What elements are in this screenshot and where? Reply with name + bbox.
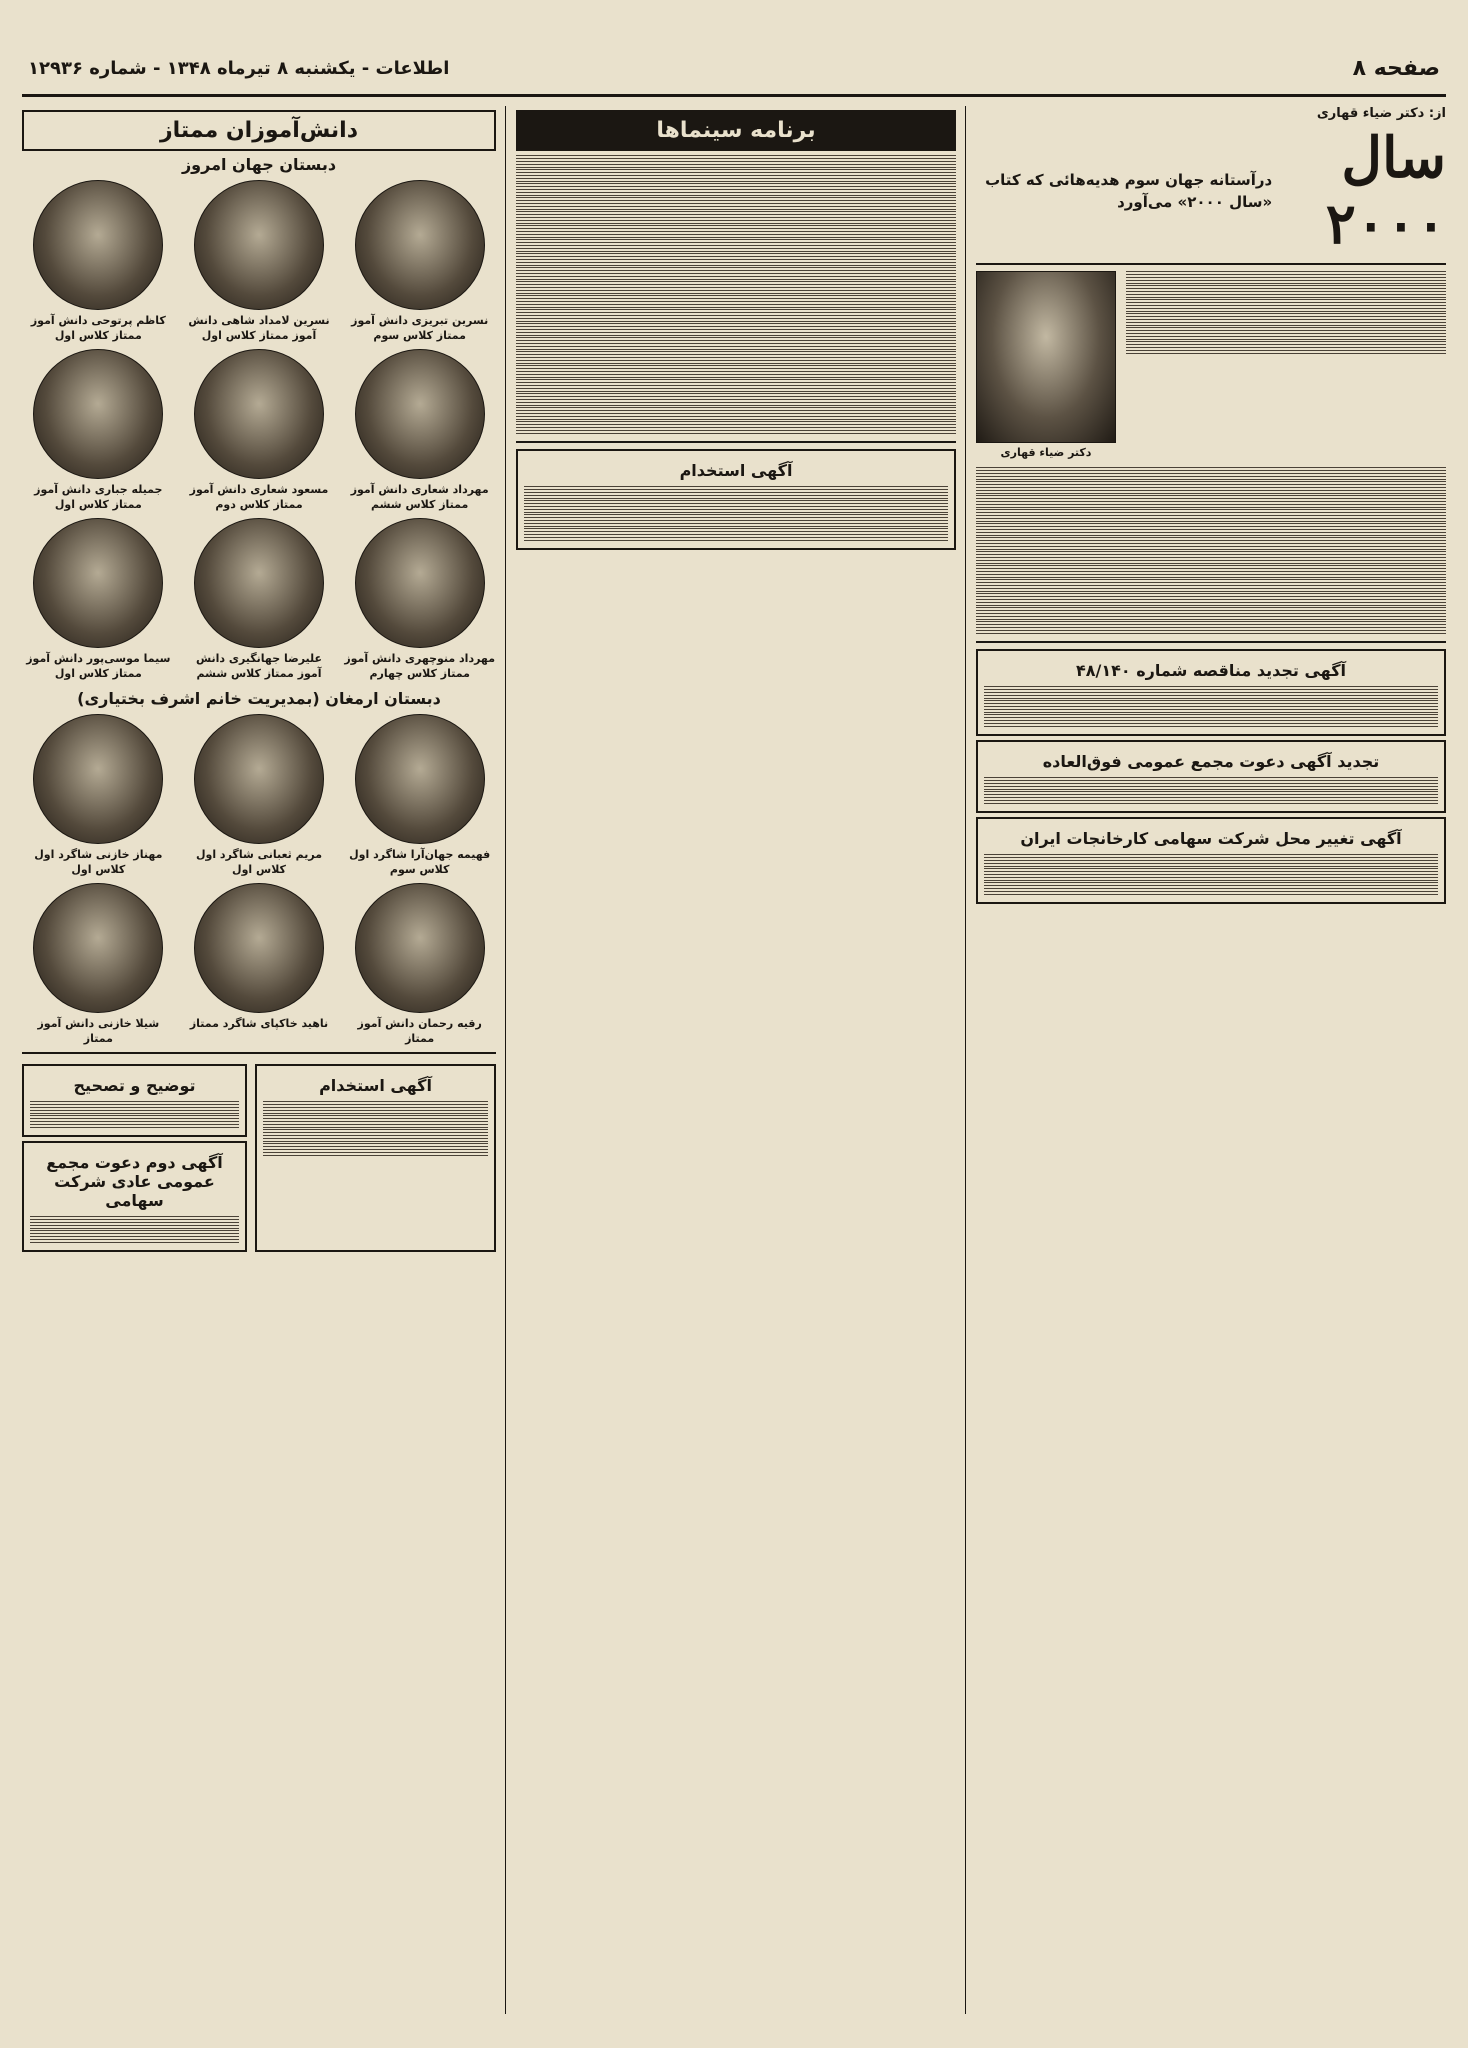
students-title: دانش‌آموزان ممتاز [22,110,496,151]
author-photo-caption: دکتر ضیاء قهاری [1000,446,1092,459]
ad-hire-1-title: آگهی استخدام [319,1076,432,1095]
author-photo-block [976,271,1116,459]
portraits-grid-2 [22,714,496,1046]
portrait: مهرداد شعاری دانش آموز ممتاز کلاس ششم [343,349,496,512]
portrait: سیما موسی‌پور دانش آموز ممتاز کلاس اول [22,518,175,681]
cinema-listings [516,155,956,435]
article-subtitle: درآستانه جهان سوم هدیه‌هائی که کتاب «سال ۲۰۰۰» می‌آورد [985,171,1273,211]
school-2-name: دبستان ارمغان (بمدیریت خانم اشرف بختیاری) [77,689,441,708]
portrait: نسرین لامداد شاهی دانش آموز ممتاز کلاس اول [183,180,336,343]
ad-hire-2 [516,449,956,550]
portrait: شیلا خازنی دانش آموز ممتاز [22,883,175,1046]
article-body [976,467,1446,635]
ad-correction-title: توضیح و تصحیح [73,1076,196,1095]
article-text-col-1 [1126,271,1446,459]
ad-assembly-title: تجدید آگهی دعوت مجمع عمومی فوق‌العاده [1042,752,1380,771]
portraits-grid-1 [22,180,496,681]
ad-hire-1 [255,1064,496,1252]
ad-relocation-title: آگهی تغییر محل شرکت سهامی کارخانجات ایران [1020,829,1402,848]
portrait: مریم ثعبانی شاگرد اول کلاس اول [183,714,336,877]
portrait: کاظم پرتوحی دانش آموز ممتاز کلاس اول [22,180,175,343]
ad-second-assembly-title: آگهی دوم دعوت مجمع عمومی عادی شرکت سهامی [46,1153,223,1210]
article-author: از: دکتر ضیاء قهاری [1316,106,1446,121]
page-header [22,50,1446,97]
portrait: رقیه رحمان دانش آموز ممتاز [343,883,496,1046]
portrait: جمیله جباری دانش آموز ممتاز کلاس اول [22,349,175,512]
ad-tender-title: آگهی تجدید مناقصه شماره ۴۸/۱۴۰ [1075,661,1347,680]
page-number: صفحه ۸ [1352,56,1440,81]
ad-assembly [976,740,1446,813]
article-title: سال ۲۰۰۰ [1325,125,1446,257]
cinema-column [516,106,956,2014]
portrait: فهیمه جهان‌آرا شاگرد اول کلاس سوم [343,714,496,877]
ad-correction [22,1064,247,1137]
portrait: مسعود شعاری دانش آموز ممتاز کلاس دوم [183,349,336,512]
portrait: علیرضا جهانگیری دانش آموز ممتاز کلاس ششم [183,518,336,681]
ad-second-assembly [22,1141,247,1252]
ad-hire-2-title: آگهی استخدام [679,461,793,480]
ad-tender [976,649,1446,736]
portrait: مهرداد منوچهری دانش آموز ممتاز کلاس چهارم [343,518,496,681]
portrait: ناهید خاکپای شاگرد ممتاز [183,883,336,1046]
ad-relocation [976,817,1446,904]
students-column [22,106,496,2014]
cinema-title: برنامه سینماها [516,110,956,151]
school-1-name: دبستان جهان امروز [181,155,337,174]
issue-line: اطلاعات - یکشنبه ۸ تیرماه ۱۳۴۸ - شماره ۱۲۹۳۶ [28,58,450,79]
article-column [976,106,1446,2014]
small-ads [22,1060,247,1256]
author-photo [976,271,1116,443]
portrait: مهناز خازنی شاگرد اول کلاس اول [22,714,175,877]
portrait: نسرین تبریزی دانش آموز ممتاز کلاس سوم [343,180,496,343]
newspaper-page [22,22,1446,2028]
